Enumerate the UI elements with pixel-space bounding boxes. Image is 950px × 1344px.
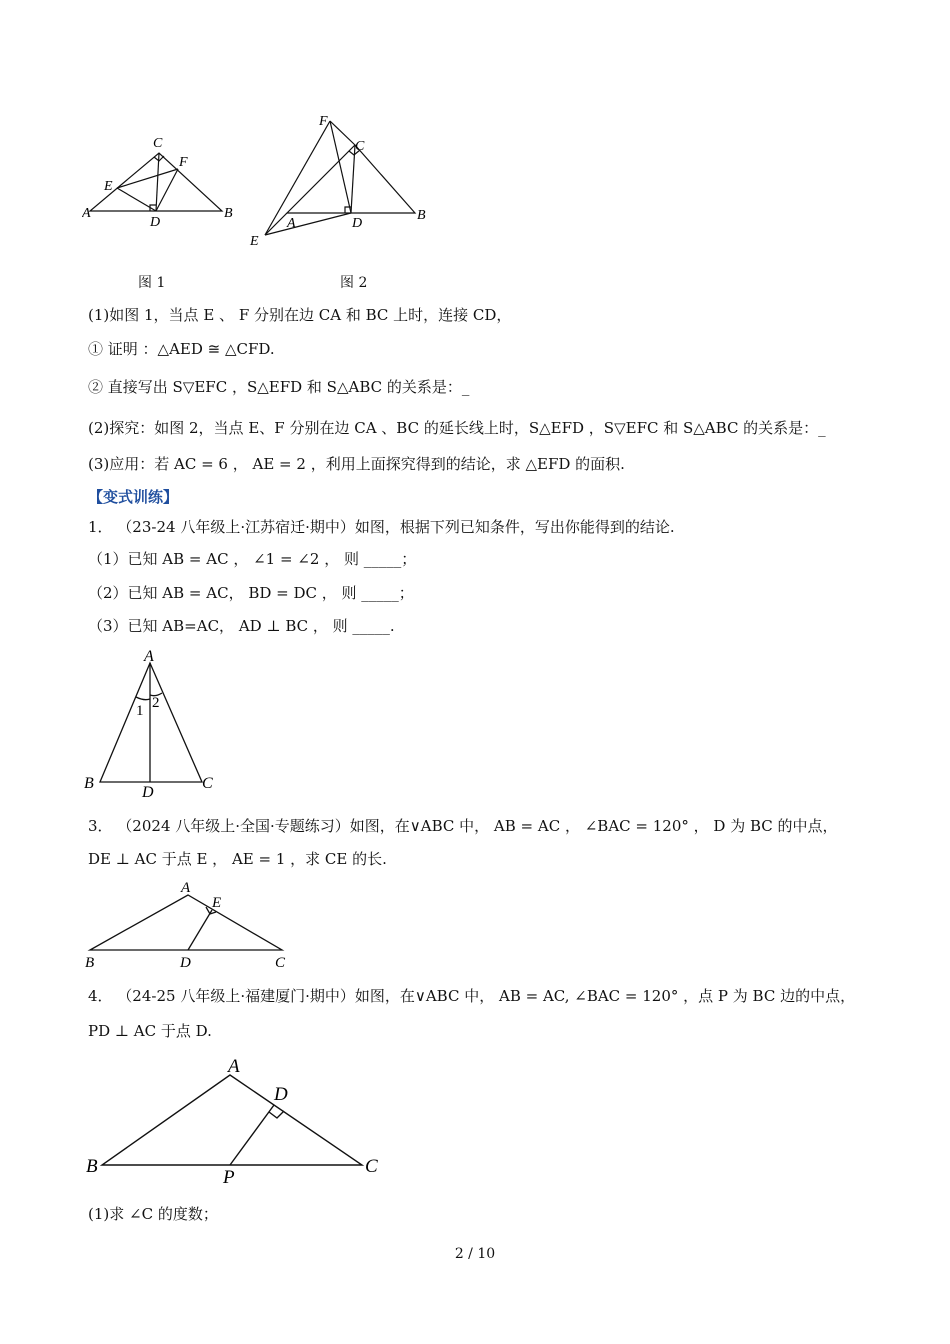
fig2-label-b: B xyxy=(417,208,426,223)
problem-4-cont: PD ⊥ AC 于点 D. xyxy=(88,1022,212,1040)
question-1-part-2: ② 直接写出 S▽EFC ，S△EFD 和 S△ABC 的关系是：_ xyxy=(88,378,470,396)
fig4-label-a: A xyxy=(181,880,191,896)
fig5-label-c: C xyxy=(365,1156,378,1177)
fig1-label-a: A xyxy=(82,206,91,221)
fig3-label-c: C xyxy=(202,775,213,792)
question-2: (2)探究：如图 2，当点 E、F 分别在边 CA 、BC 的延长线上时，S△EFD ，S▽EFC 和 S△ABC 的关系是：_ xyxy=(88,419,826,437)
fig2-label-a: A xyxy=(287,216,296,231)
fig4-label-b: B xyxy=(85,955,95,971)
fig2-label-e: E xyxy=(250,234,259,249)
fig5-label-d: D xyxy=(274,1084,288,1105)
problem-1: 1． （23-24 八年级上·江苏宿迁·期中）如图，根据下列已知条件，写出你能得到的结论. xyxy=(88,518,675,536)
fig3-label-a: A xyxy=(144,648,154,665)
page-number: 2 / 10 xyxy=(454,1246,496,1262)
figure-4 xyxy=(82,877,297,972)
problem-3: 3． （2024 八年级上·全国·专题练习）如图，在∨ABC 中， AB = AC ， ∠BAC = 120° ， D 为 BC 的中点， xyxy=(88,817,838,835)
fig1-label-c: C xyxy=(153,136,163,151)
problem-3-cont: DE ⊥ AC 于点 E ， AE = 1 ，求 CE 的长. xyxy=(88,850,387,868)
fig3-label-d: D xyxy=(142,784,154,801)
problem-1-part-1: （1）已知 AB = AC ， ∠1 = ∠2 ， 则 _____； xyxy=(88,550,417,568)
fig3-label-b: B xyxy=(84,775,94,792)
problem-4-part-1: (1)求 ∠C 的度数； xyxy=(88,1205,218,1223)
fig4-label-c: C xyxy=(275,955,286,971)
question-1-part-1: ① 证明 ：△AED ≅ △CFD. xyxy=(88,340,275,358)
problem-1-part-3: （3）已知 AB=AC， AD ⊥ BC ， 则 _____. xyxy=(88,617,395,635)
fig2-caption: 图 2 xyxy=(340,275,368,291)
fig5-label-a: A xyxy=(228,1056,240,1077)
fig1-label-d: D xyxy=(150,215,161,230)
fig1-label-b: B xyxy=(224,206,233,221)
problem-4: 4． （24-25 八年级上·福建厦门·期中）如图，在∨ABC 中， AB = AC, ∠BAC = 120° ，点 P 为 BC 边的中点， xyxy=(88,987,856,1005)
fig2-label-d: D xyxy=(352,216,363,231)
figure-1 xyxy=(82,128,242,233)
fig1-label-e: E xyxy=(104,179,113,194)
fig4-label-d: D xyxy=(180,955,191,971)
fig3-angle-2: 2 xyxy=(152,695,160,711)
figure-2 xyxy=(245,110,440,250)
question-3: (3)应用：若 AC = 6 ， AE = 2 ，利用上面探究得到的结论，求 △EFD 的面积. xyxy=(88,455,625,473)
problem-1-part-2: （2）已知 AB = AC， BD = DC ， 则 _____； xyxy=(88,584,414,602)
fig1-label-f: F xyxy=(179,155,188,170)
fig3-angle-1: 1 xyxy=(136,703,144,719)
fig5-label-p: P xyxy=(223,1167,235,1188)
fig2-label-c: C xyxy=(355,139,365,154)
fig1-caption: 图 1 xyxy=(138,275,166,291)
fig5-label-b: B xyxy=(86,1156,98,1177)
figure-5 xyxy=(82,1050,392,1190)
fig2-label-f: F xyxy=(319,114,328,129)
question-1: (1)如图 1，当点 E 、 F 分别在边 CA 和 BC 上时，连接 CD， xyxy=(88,306,512,324)
figure-3 xyxy=(82,645,227,805)
section-heading: 【变式训练】 xyxy=(88,488,179,506)
fig4-label-e: E xyxy=(212,895,222,911)
